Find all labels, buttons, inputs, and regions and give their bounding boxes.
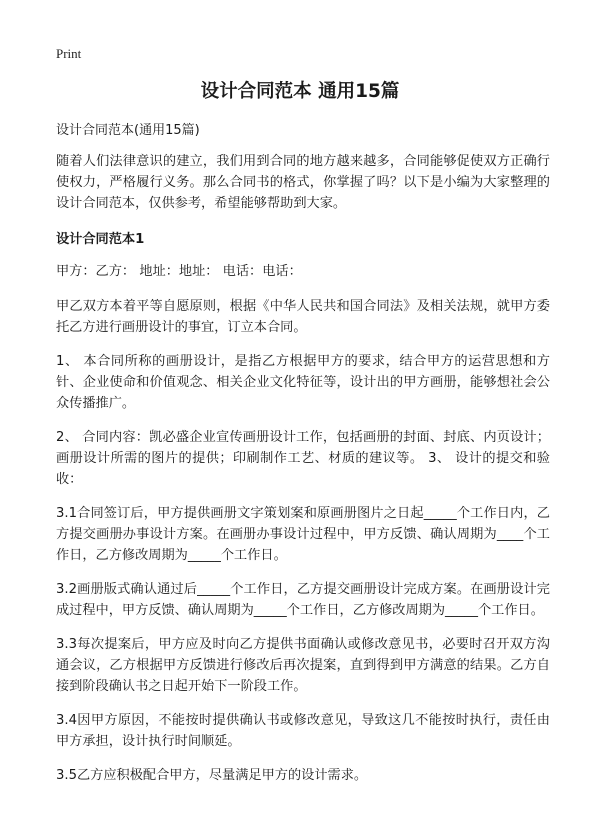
contract-paragraph: 3.1合同签订后，甲方提供画册文字策划案和原画册图片之日起_____个工作日内，乙方提交画册办事设计方案。在画册办事设计过程中，甲方反馈、确认周期为____个工作日，乙方修改周期为_____个工作日。 — [56, 506, 550, 563]
contract-paragraph: 3.3每次提案后，甲方应及时向乙方提供书面确认或修改意见书，必要时召开双方沟通会议，乙方根据甲方反馈进行修改后再次提案，直到得到甲方满意的结果。乙方自接到阶段确认书之日起开始下一阶段工作。 — [56, 637, 550, 694]
contract-paragraph: 甲乙双方本着平等自愿原则，根据《中华人民共和国合同法》及相关法规，就甲方委托乙方进行画册设计的事宜，订立本合同。 — [56, 299, 550, 335]
page-title: 设计合同范本 通用15篇 — [200, 81, 400, 102]
contract-paragraph: 3.5乙方应积极配合甲方，尽量满足甲方的设计需求。 — [56, 768, 368, 783]
contract-paragraph: 2、 合同内容：凯必盛企业宣传画册设计工作，包括画册的封面、封底、内页设计；画册设计所需的图片的提供；印刷制作工艺、材质的建议等。 3、 设计的提交和验收： — [56, 430, 550, 487]
contract-paragraph: 3.2画册版式确认通过后_____个工作日，乙方提交画册设计完成方案。在画册设计完成过程中，甲方反馈、确认周期为_____个工作日，乙方修改周期为_____个工作日。 — [56, 582, 550, 618]
parties-line: 甲方：乙方： 地址：地址： 电话：电话： — [56, 264, 302, 279]
intro-paragraph: 随着人们法律意识的建立，我们用到合同的地方越来越多，合同能够促使双方正确行使权力，严格履行义务。那么合同书的格式，你掌握了吗？以下是小编为大家整理的设计合同范本，仅供参考，希望能够帮助到大家。 — [56, 154, 550, 211]
section-heading: 设计合同范本1 — [56, 232, 145, 247]
document-body — [56, 120, 550, 799]
document-subtitle: 设计合同范本(通用15篇) — [56, 123, 200, 138]
contract-paragraph: 3.4因甲方原因，不能按时提供确认书或修改意见，导致这几不能按时执行，责任由甲方承担，设计执行时间顺延。 — [56, 713, 550, 749]
print-link[interactable]: Print — [56, 46, 82, 61]
contract-paragraph: 1、 本合同所称的画册设计，是指乙方根据甲方的要求，结合甲方的运营思想和方针、企业使命和价值观念、相关企业文化特征等，设计出的甲方画册，能够想社会公众传播推广。 — [56, 354, 550, 411]
